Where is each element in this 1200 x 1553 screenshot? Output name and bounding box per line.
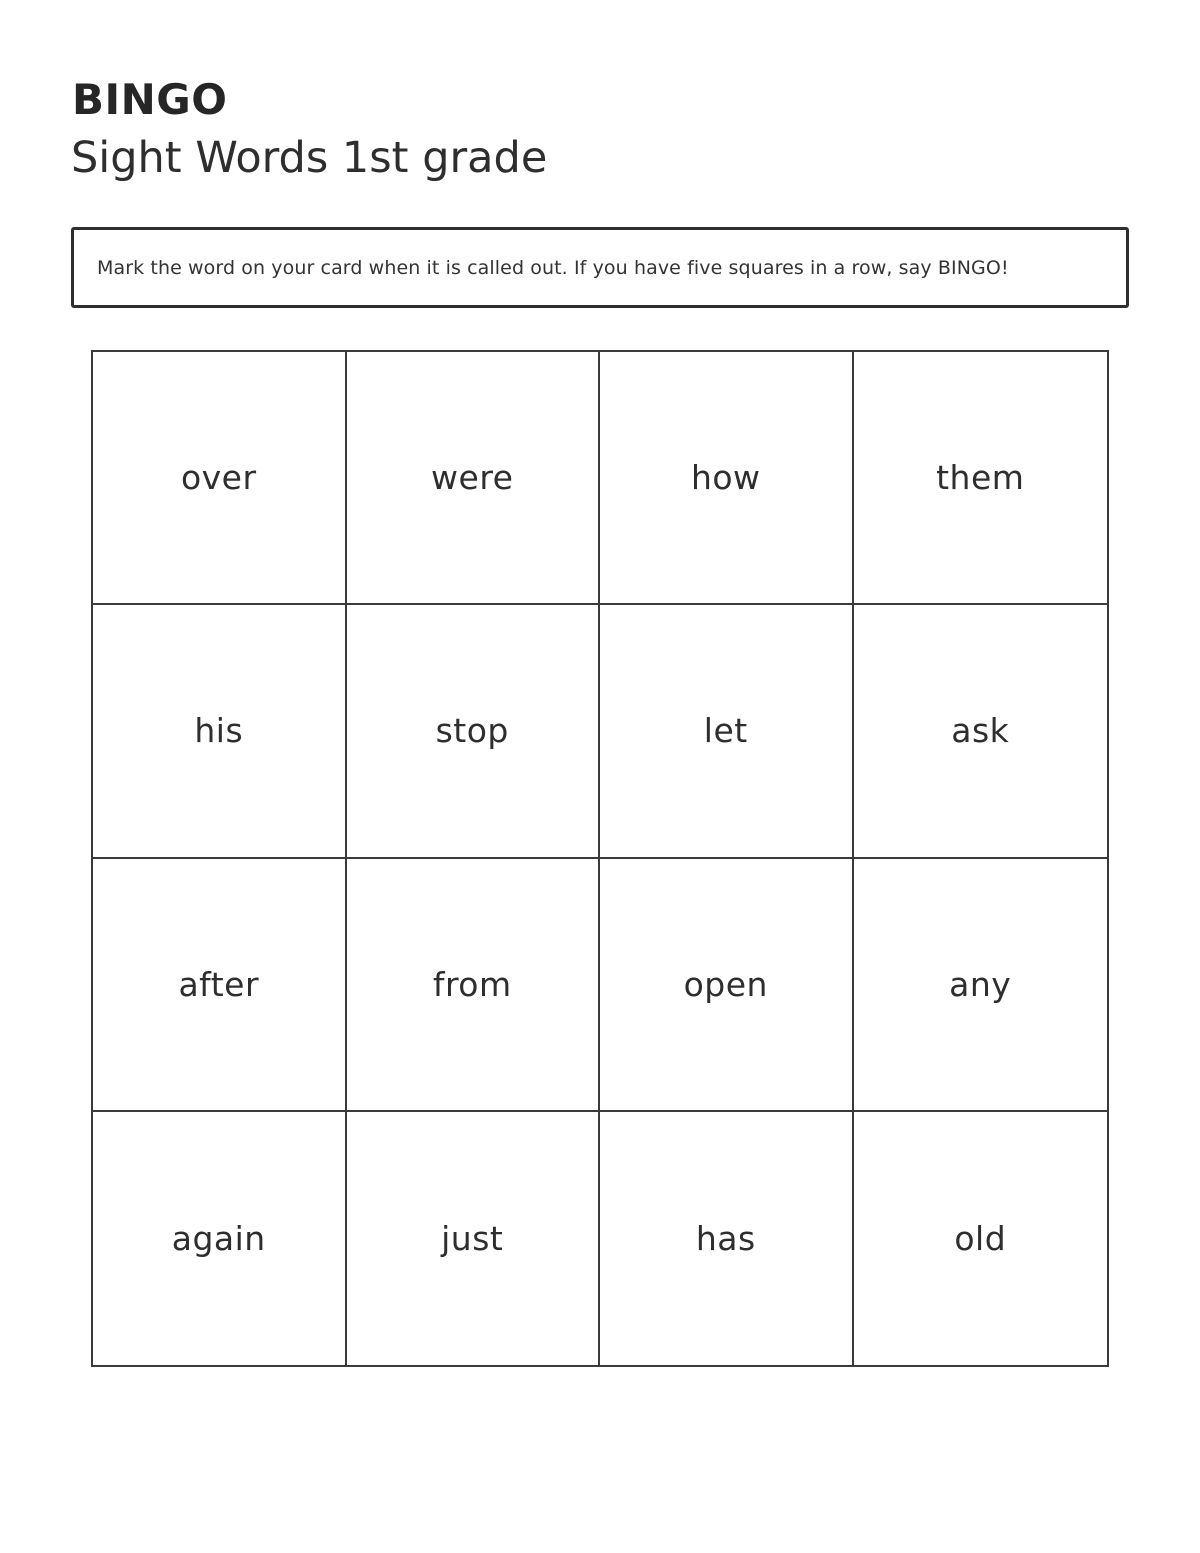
bingo-cell[interactable]: ask [854, 605, 1108, 858]
bingo-card [91, 350, 1109, 1367]
bingo-cell[interactable]: just [347, 1112, 601, 1365]
bingo-cell[interactable]: has [600, 1112, 854, 1365]
bingo-cell[interactable]: over [93, 352, 347, 605]
bingo-cell[interactable]: them [854, 352, 1108, 605]
bingo-cell[interactable]: let [600, 605, 854, 858]
bingo-cell[interactable]: old [954, 1218, 1007, 1258]
bingo-cell[interactable]: stop [347, 605, 601, 858]
instructions-box [71, 227, 1129, 308]
instructions-text: Mark the word on your card when it is called out. If you have five squares in a row, say BINGO! [97, 256, 1009, 279]
bingo-cell[interactable]: from [347, 859, 601, 1112]
page-subtitle: Sight Words 1st grade [71, 133, 548, 183]
bingo-cell[interactable]: any [854, 859, 1108, 1112]
bingo-cell[interactable]: were [347, 352, 601, 605]
bingo-cell[interactable]: after [93, 859, 347, 1112]
bingo-cell[interactable]: open [600, 859, 854, 1112]
bingo-cell[interactable]: how [600, 352, 854, 605]
bingo-cell[interactable]: his [93, 605, 347, 858]
page-title: BINGO [72, 75, 228, 124]
bingo-cell[interactable]: again [93, 1112, 347, 1365]
